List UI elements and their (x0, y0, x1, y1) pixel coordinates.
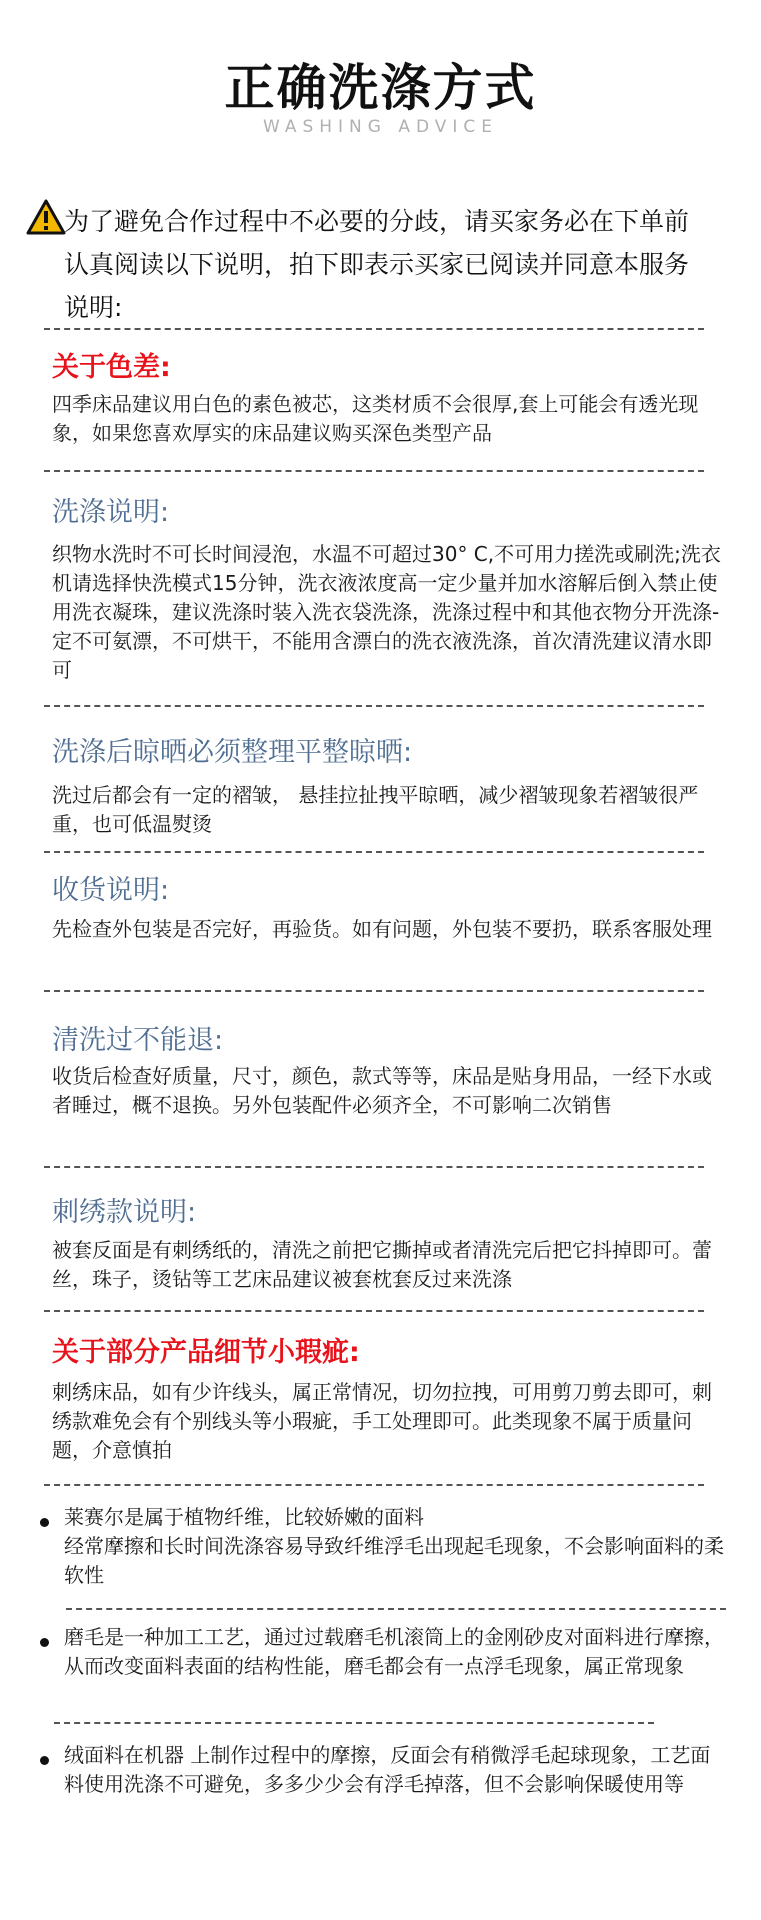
bullet-text-velvet (64, 1741, 724, 1799)
section-body-color-difference: 四季床品建议用白色的素色被芯，这类材质不会很厚,套上可能会有透光现象，如果您喜欢厚实的床品建议购买深色类型产品 (52, 392, 699, 445)
bullet-line: 莱赛尔是属于植物纤维，比较娇嫩的面料 (64, 1505, 424, 1529)
warning-icon (26, 199, 66, 235)
section-title-color-difference: 关于色差: (52, 352, 171, 383)
section-body-no-return: 收货后检查好质量，尺寸，颜色，款式等等，床品是贴身用品，一经下水或者睡过，概不退换。另外包装配件必须齐全，不可影响二次销售 (52, 1064, 712, 1117)
divider (44, 1484, 704, 1486)
page-title: 正确洗涤方式 (224, 59, 537, 117)
section-title-minor-flaws: 关于部分产品细节小瑕疵: (52, 1337, 360, 1368)
section-body-drying: 洗过后都会有一定的褶皱， 悬挂拉扯拽平晾晒，减少褶皱现象若褶皱很严重，也可低温熨烫 (52, 783, 699, 836)
divider (44, 1310, 704, 1312)
bullet-text-brushed (64, 1623, 724, 1681)
bullet-line: 磨毛是一种加工工艺，通过过载磨毛机滚筒上的金刚砂皮对面料进行摩擦，从而改变面料表面的结构性能，磨毛都会有一点浮毛现象，属正常现象 (64, 1625, 724, 1678)
divider (66, 1608, 726, 1610)
divider (44, 470, 704, 472)
bullet-dot (40, 1638, 49, 1647)
divider (44, 990, 704, 992)
divider (44, 328, 704, 330)
bullet-line: 绒面料在机器 上制作过程中的摩擦，反面会有稍微浮毛起球现象，工艺面料使用洗涤不可避免，多多少少会有浮毛掉落，但不会影响保暖使用等 (64, 1743, 711, 1796)
bullet-line: 经常摩擦和长时间洗涤容易导致纤维浮毛出现起毛现象，不会影响面料的柔软性 (64, 1534, 724, 1587)
bullet-dot (40, 1756, 49, 1765)
intro-notice: 为了避免合作过程中不必要的分歧，请买家务必在下单前认真阅读以下说明，拍下即表示买家已阅读并同意本服务说明: (64, 207, 690, 322)
bullet-dot (40, 1518, 49, 1527)
section-title-no-return: 清洗过不能退: (52, 1025, 224, 1056)
section-title-washing-instructions: 洗涤说明: (52, 497, 170, 528)
divider (54, 1722, 654, 1724)
divider (44, 1166, 704, 1168)
section-body-washing-instructions: 织物水洗时不可长时间浸泡，水温不可超过30° C,不可用力搓洗或刷洗;洗衣机请选择快洗模式15分钟，洗衣液浓度高一定少量并加水溶解后倒入禁止使用洗衣凝珠，建议洗涤时装入洗衣袋洗涤，洗涤过程中和其他衣物分开洗涤-定不可氨漂，不可烘干，不能用含漂白的洗衣液洗涤，首次清洗建议清水即可 (52, 542, 721, 682)
bullet-text-lyocell (64, 1503, 724, 1590)
divider (44, 851, 704, 853)
section-body-receiving: 先检查外包装是否完好，再验货。如有问题，外包装不要扔，联系客服处理 (52, 917, 712, 941)
divider (44, 705, 704, 707)
section-title-drying: 洗涤后晾晒必须整理平整晾晒: (52, 737, 413, 768)
section-body-minor-flaws: 刺绣床品，如有少许线头，属正常情况，切勿拉拽，可用剪刀剪去即可，刺绣款难免会有个别线头等小瑕疵，手工处理即可。此类现象不属于质量问题，介意慎拍 (52, 1380, 712, 1462)
section-title-receiving: 收货说明: (52, 875, 170, 906)
page-subtitle: WASHING ADVICE (262, 117, 499, 137)
section-title-embroidery: 刺绣款说明: (52, 1197, 197, 1228)
section-body-embroidery: 被套反面是有刺绣纸的，清洗之前把它撕掉或者清洗完后把它抖掉即可。蕾丝，珠子，烫钻等工艺床品建议被套枕套反过来洗涤 (52, 1238, 712, 1291)
